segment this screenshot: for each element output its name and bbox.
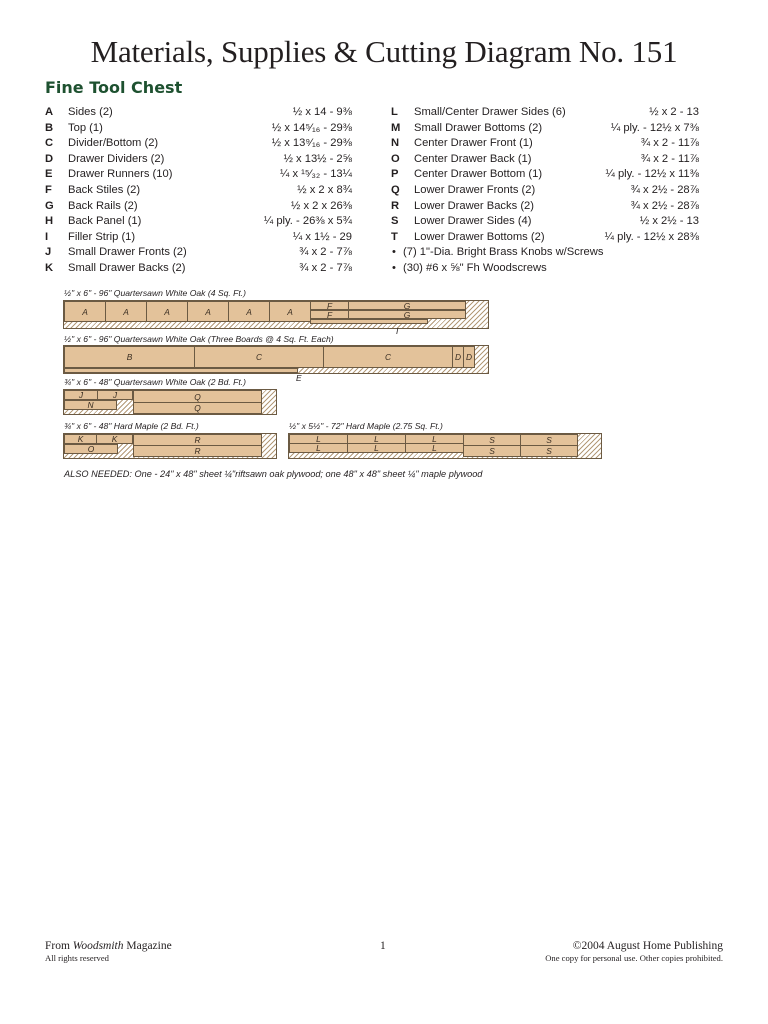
material-row: [391, 121, 699, 137]
piece-s: S: [463, 445, 521, 457]
piece-r: R: [133, 434, 262, 446]
piece-f: F: [310, 301, 349, 310]
supply-row: [391, 245, 699, 261]
part-letter: M: [391, 121, 401, 134]
board-4: [63, 433, 277, 459]
part-dimension: ¾ x 2 - 7⅞: [299, 246, 352, 259]
material-row: [45, 121, 352, 137]
supply-text: (7) 1"-Dia. Bright Brass Knobs w/Screws: [403, 246, 604, 259]
piece-s: S: [520, 434, 578, 446]
part-dimension: ¾ x 2½ - 28⅞: [630, 199, 699, 212]
part-dimension: ¾ x 2½ - 28⅞: [630, 183, 699, 196]
material-row: [45, 214, 352, 230]
part-letter: S: [391, 215, 399, 228]
material-row: [45, 105, 352, 121]
piece-a: A: [228, 301, 270, 322]
part-name: Small Drawer Fronts (2): [68, 246, 187, 259]
piece-a: A: [146, 301, 188, 322]
piece-n: N: [64, 400, 117, 410]
material-row: [391, 230, 699, 246]
piece-e: [64, 368, 298, 373]
piece-l: L: [347, 434, 406, 444]
piece-q: Q: [133, 402, 262, 414]
piece-l: L: [405, 443, 464, 453]
part-letter: Q: [391, 183, 400, 196]
part-name: Back Rails (2): [68, 199, 138, 212]
part-dimension: ½ x 2 x 8¾: [297, 183, 352, 196]
piece-a: A: [187, 301, 229, 322]
material-row: [45, 167, 352, 183]
part-name: Lower Drawer Sides (4): [414, 215, 532, 228]
piece-c: C: [194, 346, 324, 368]
board-label: ½" x 6" - 96" Quartersawn White Oak (4 Sq. Ft.): [64, 288, 247, 298]
part-letter: R: [391, 199, 400, 212]
part-name: Center Drawer Front (1): [414, 137, 533, 150]
material-row: [45, 230, 352, 246]
footer-source: [45, 940, 172, 952]
material-row: [45, 136, 352, 152]
piece-a: A: [269, 301, 311, 322]
part-dimension: ½ x 13½ - 2⅝: [283, 152, 352, 165]
part-letter: G: [45, 199, 54, 212]
part-letter: I: [45, 230, 49, 243]
board-label: ½" x 5½" - 72" Hard Maple (2.75 Sq. Ft.): [289, 421, 443, 431]
material-row: [391, 152, 699, 168]
page-number: 1: [380, 940, 386, 952]
part-letter: F: [45, 183, 52, 196]
piece-g: G: [348, 310, 466, 319]
part-name: Filler Strip (1): [68, 230, 136, 243]
part-dimension: ¾ x 2 - 11⅞: [640, 152, 699, 165]
piece-a: A: [105, 301, 147, 322]
part-name: Divider/Bottom (2): [68, 137, 159, 150]
part-name: Small Drawer Bottoms (2): [414, 121, 543, 134]
part-name: Center Drawer Back (1): [414, 152, 532, 165]
part-name: Back Stiles (2): [68, 183, 141, 196]
piece-j: J: [97, 390, 133, 400]
part-letter: B: [45, 121, 54, 134]
material-row: [391, 105, 699, 121]
bullet-icon: •: [392, 261, 396, 274]
part-dimension: ½ x 14 - 9⅜: [292, 106, 352, 118]
part-letter: N: [391, 137, 400, 150]
board-3: [63, 389, 277, 415]
materials-list-right: [391, 105, 699, 277]
part-name: Sides (2): [68, 106, 113, 118]
part-letter: E: [45, 168, 53, 181]
page-title: Materials, Supplies & Cutting Diagram No. 151: [90, 34, 678, 69]
footer-from: From: [45, 940, 70, 952]
piece-k: K: [64, 434, 97, 444]
piece-c: C: [323, 346, 453, 368]
piece-d: D: [452, 346, 464, 368]
part-name: Back Panel (1): [68, 215, 142, 228]
piece-s: S: [520, 445, 578, 457]
piece-d: D: [463, 346, 475, 368]
footer-magazine: Woodsmith: [72, 940, 124, 952]
part-name: Center Drawer Bottom (1): [414, 168, 543, 181]
part-dimension: ¼ ply. - 12½ x 7⅜: [610, 121, 699, 134]
piece-f: F: [310, 310, 349, 319]
part-letter: T: [391, 230, 398, 243]
part-letter: D: [45, 152, 54, 165]
board-label: ¾" x 6" - 48" Hard Maple (2 Bd. Ft.): [64, 421, 199, 431]
piece-s: S: [463, 434, 521, 446]
board-label: ¾" x 6" - 48" Quartersawn White Oak (2 Bd. Ft.): [64, 377, 247, 387]
part-letter: K: [45, 261, 54, 274]
part-letter: A: [45, 106, 54, 118]
material-row: [391, 136, 699, 152]
piece-a: A: [64, 301, 106, 322]
part-name: Drawer Dividers (2): [68, 152, 165, 165]
part-dimension: ½ x 14⁵⁄₁₆ - 29⅜: [271, 121, 352, 134]
piece-l: L: [347, 443, 406, 453]
piece-l: L: [289, 443, 348, 453]
part-letter: L: [391, 106, 398, 118]
callout-e: E: [296, 373, 302, 383]
project-subtitle: Fine Tool Chest: [45, 78, 183, 97]
part-dimension: ½ x 2½ - 13: [639, 215, 699, 228]
piece-b: B: [64, 346, 195, 368]
part-letter: O: [391, 152, 400, 165]
part-name: Lower Drawer Bottoms (2): [414, 230, 545, 243]
part-dimension: ½ x 2 - 13: [649, 106, 699, 118]
supply-text: (30) #6 x ⅝" Fh Woodscrews: [403, 261, 547, 274]
part-letter: J: [45, 246, 52, 259]
supply-row: [391, 261, 699, 277]
footer-magazine-suffix: Magazine: [126, 940, 172, 952]
piece-g: G: [348, 301, 466, 310]
board-5: [288, 433, 602, 459]
material-row: [391, 183, 699, 199]
piece-r: R: [133, 445, 262, 457]
material-row: [391, 167, 699, 183]
also-needed-note: ALSO NEEDED: One - 24" x 48" sheet ¼"riftsawn oak plywood; one 48" x 48" sheet ¼" maple plywood: [64, 469, 483, 479]
part-dimension: ¼ x ¹⁵⁄₃₂ - 13¼: [280, 168, 352, 181]
materials-list-left: [45, 105, 352, 277]
footer-rights: All rights reserved: [45, 953, 109, 963]
callout-i: I: [396, 326, 399, 336]
part-name: Small Drawer Backs (2): [68, 261, 186, 274]
part-name: Lower Drawer Fronts (2): [414, 183, 536, 196]
part-letter: P: [391, 168, 399, 181]
material-row: [45, 261, 352, 277]
material-row: [391, 199, 699, 215]
piece-j: J: [64, 390, 98, 400]
material-row: [391, 214, 699, 230]
footer-copyright: ©2004 August Home Publishing: [572, 940, 723, 952]
piece-q: Q: [133, 390, 262, 403]
part-name: Lower Drawer Backs (2): [414, 199, 534, 212]
material-row: [45, 245, 352, 261]
piece-k: K: [96, 434, 133, 444]
part-name: Top (1): [68, 121, 103, 134]
material-row: [45, 199, 352, 215]
part-dimension: ¼ ply. - 12½ x 11⅜: [605, 168, 699, 181]
board-2: [63, 345, 489, 374]
part-name: Small/Center Drawer Sides (6): [414, 106, 566, 118]
piece-l: L: [289, 434, 348, 444]
part-dimension: ¾ x 2 - 7⅞: [299, 261, 352, 274]
bullet-icon: •: [392, 246, 396, 259]
material-row: [45, 183, 352, 199]
footer-copy-note: One copy for personal use. Other copies prohibited.: [545, 953, 723, 963]
piece-i: [310, 319, 428, 324]
part-dimension: ½ x 13⁹⁄₁₆ - 29⅜: [271, 137, 352, 150]
part-dimension: ¼ x 1½ - 29: [292, 230, 352, 243]
board-1: [63, 300, 489, 329]
part-dimension: ¼ ply. - 26⅜ x 5¾: [263, 215, 352, 228]
part-dimension: ¾ x 2 - 11⅞: [640, 137, 699, 150]
part-name: Drawer Runners (10): [68, 168, 173, 181]
piece-o: O: [64, 444, 118, 454]
board-label: ½" x 6" - 96" Quartersawn White Oak (Three Boards @ 4 Sq. Ft. Each): [64, 334, 334, 344]
part-dimension: ½ x 2 x 26⅜: [291, 199, 352, 212]
part-letter: H: [45, 215, 54, 228]
piece-l: L: [405, 434, 464, 444]
part-letter: C: [45, 137, 54, 150]
part-dimension: ¼ ply. - 12½ x 28⅜: [604, 230, 699, 243]
material-row: [45, 152, 352, 168]
